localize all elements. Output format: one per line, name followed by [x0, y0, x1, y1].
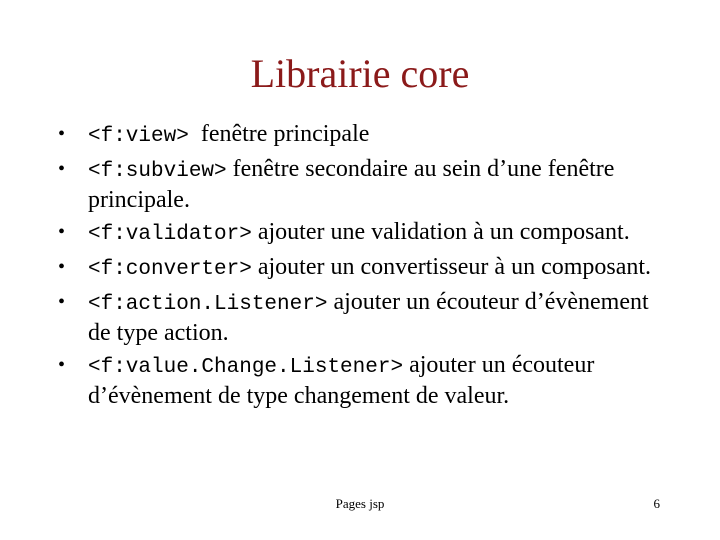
bullet-icon: • — [58, 123, 66, 145]
bullet-icon: • — [58, 221, 66, 243]
bullet-icon: • — [58, 354, 66, 376]
bullet-item-validator — [0, 218, 720, 249]
bullet-text: ajouter un écouteur d’évènement de type changement de valeur. — [88, 352, 595, 409]
bullet-item-value-change-listener — [0, 351, 720, 410]
bullet-code: <f:converter> — [88, 258, 252, 281]
bullet-item-view — [0, 120, 720, 151]
footer-label: Pages jsp — [335, 496, 385, 511]
bullet-item-subview — [0, 155, 720, 214]
bullet-code: <f:subview> — [88, 160, 227, 183]
bullet-code: <f:validator> — [88, 223, 252, 246]
bullet-icon: • — [58, 291, 66, 313]
page-number: 6 — [653, 496, 660, 511]
bullet-text: fenêtre principale — [188, 121, 370, 147]
bullet-text: ajouter un convertisseur à un composant. — [251, 254, 652, 280]
bullet-code: <f:view> — [88, 125, 189, 148]
bullet-text: ajouter un écouteur d’évènement de type action. — [88, 289, 649, 346]
bullet-text: fenêtre secondaire au sein d’une fenêtre principale. — [88, 156, 615, 213]
bullet-item-action-listener — [0, 288, 720, 347]
bullet-list — [0, 120, 720, 414]
bullet-icon: • — [58, 256, 66, 278]
bullet-icon: • — [58, 158, 66, 180]
bullet-code: <f:action.Listener> — [88, 293, 328, 316]
slide-title: Librairie core — [250, 51, 470, 96]
bullet-code: <f:value.Change.Listener> — [88, 356, 404, 379]
bullet-item-converter — [0, 253, 720, 284]
bullet-text: ajouter une validation à un composant. — [251, 219, 630, 245]
